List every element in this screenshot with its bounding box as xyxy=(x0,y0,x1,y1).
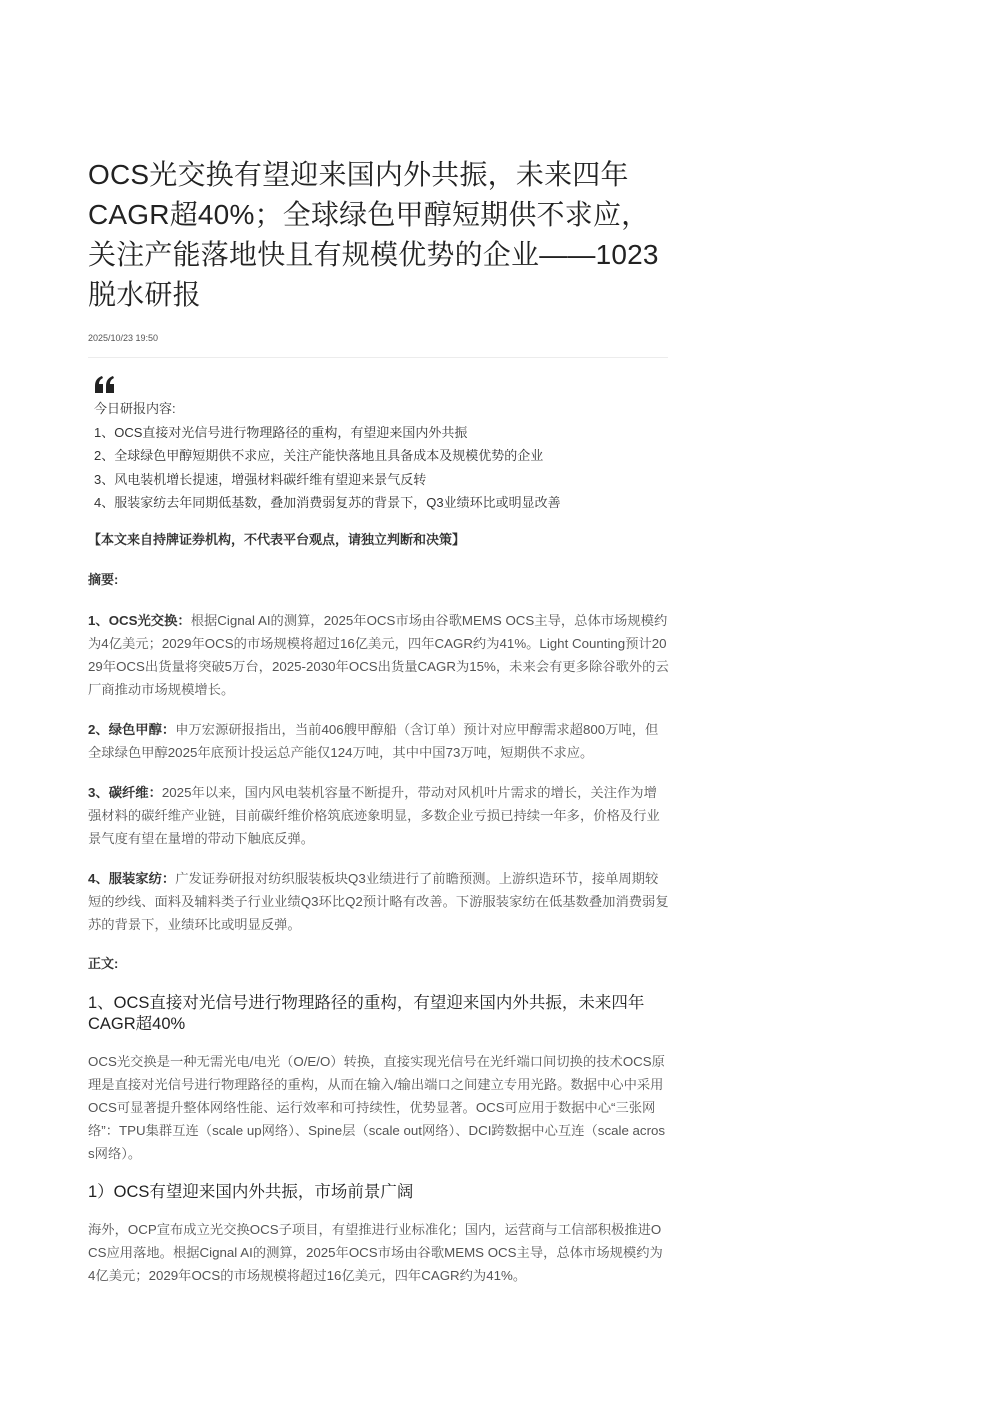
disclaimer-notice: 【本文来自持牌证券机构，不代表平台观点，请独立判断和决策】 xyxy=(88,531,466,547)
summary-item-text: 根据Cignal AI的测算，2025年OCS市场由谷歌MEMS OCS主导，总体市场规模约为4亿美元；2029年OCS的市场规模将超过16亿美元，四年CAGR约为41%。Light Counting预计2029年OCS出货量将突破5万台，2025-2030年OCS出货量CAGR为15%，未来会有更多除谷歌外的云厂商推动市场规模增长。 xyxy=(88,612,669,697)
summary-item-label: 1、OCS光交换： xyxy=(88,612,191,628)
summary-item-label: 4、服装家纺： xyxy=(88,870,176,886)
subsection-heading: 1）OCS有望迎来国内外共振，市场前景广阔 xyxy=(88,1182,414,1201)
quote-item: 2、全球绿色甲醇短期供不求应，关注产能快落地且具备成本及规模优势的企业 xyxy=(94,448,544,463)
title-divider xyxy=(88,357,668,358)
body-label: 正文: xyxy=(88,955,119,971)
summary-item xyxy=(88,781,670,850)
summary-item-text: 申万宏源研报指出，当前406艘甲醇船（含订单）预计对应甲醇需求超800万吨，但全球绿色甲醇2025年底预计投运总产能仅124万吨，其中中国73万吨，短期供不求应。 xyxy=(88,721,659,760)
abstract-label: 摘要: xyxy=(88,571,119,587)
section-heading: 1、OCS直接对光信号进行物理路径的重构，有望迎来国内外共振，未来四年CAGR超40% xyxy=(88,993,645,1033)
summary-item-text: 广发证券研报对纺织服装板块Q3业绩进行了前瞻预测。上游织造环节，接单周期较短的纱线、面料及辅料类子行业业绩Q3环比Q2预计略有改善。下游服装家纺在低基数叠加消费弱复苏的背景下，业绩环比或明显反弹。 xyxy=(88,870,669,932)
section-paragraph: OCS光交换是一种无需光电/电光（O/E/O）转换，直接实现光信号在光纤端口间切换的技术OCS原理是直接对光信号进行物理路径的重构，从而在输入/输出端口之间建立专用光路。数据中心中采用OCS可显著提升整体网络性能、运行效率和可持续性，优势显著。OCS可应用于数据中心“三张网络”：TPU集群互连（scale up网络）、Spine层（scale out网络）、DCI跨数据中心互连（scale across网络）。 xyxy=(88,1053,666,1161)
summary-item-label: 3、碳纤维： xyxy=(88,784,162,800)
article-title: OCS光交换有望迎来国内外共振，未来四年CAGR超40%；全球绿色甲醇短期供不求应，关注产能落地快且有规模优势的企业——1023脱水研报 xyxy=(88,159,659,310)
article xyxy=(88,155,670,1287)
summary-item xyxy=(88,609,670,701)
publish-date: 2025/10/23 19:50 xyxy=(88,333,159,343)
summary-item xyxy=(88,867,670,936)
summary-item-text: 2025年以来，国内风电装机容量不断提升，带动对风机叶片需求的增长，关注作为增强材料的碳纤维产业链，目前碳纤维价格筑底迹象明显，多数企业亏损已持续一年多，价格及行业景气度有望在量增的带动下触底反弹。 xyxy=(88,784,660,846)
quote-item: 1、OCS直接对光信号进行物理路径的重构，有望迎来国内外共振 xyxy=(94,424,468,440)
quote-item: 3、风电装机增长提速，增强材料碳纤维有望迎来景气反转 xyxy=(94,471,427,487)
subsection-paragraph: 海外，OCP宣布成立光交换OCS子项目，有望推进行业标准化；国内，运营商与工信部积极推进OCS应用落地。根据Cignal AI的测算，2025年OCS市场由谷歌MEMS OCS主导，总体市场规模约为4亿美元；2029年OCS的市场规模将超过16亿美元，四年CAGR约为41%。 xyxy=(88,1221,663,1283)
summary-item-label: 2、绿色甲醇： xyxy=(88,721,176,737)
quote-intro: 今日研报内容: xyxy=(94,401,176,416)
quote-item: 4、服装家纺去年同期低基数，叠加消费弱复苏的背景下，Q3业绩环比或明显改善 xyxy=(94,495,561,510)
quote-block xyxy=(88,375,670,515)
summary-item xyxy=(88,718,670,764)
quote-mark-icon xyxy=(94,375,116,395)
